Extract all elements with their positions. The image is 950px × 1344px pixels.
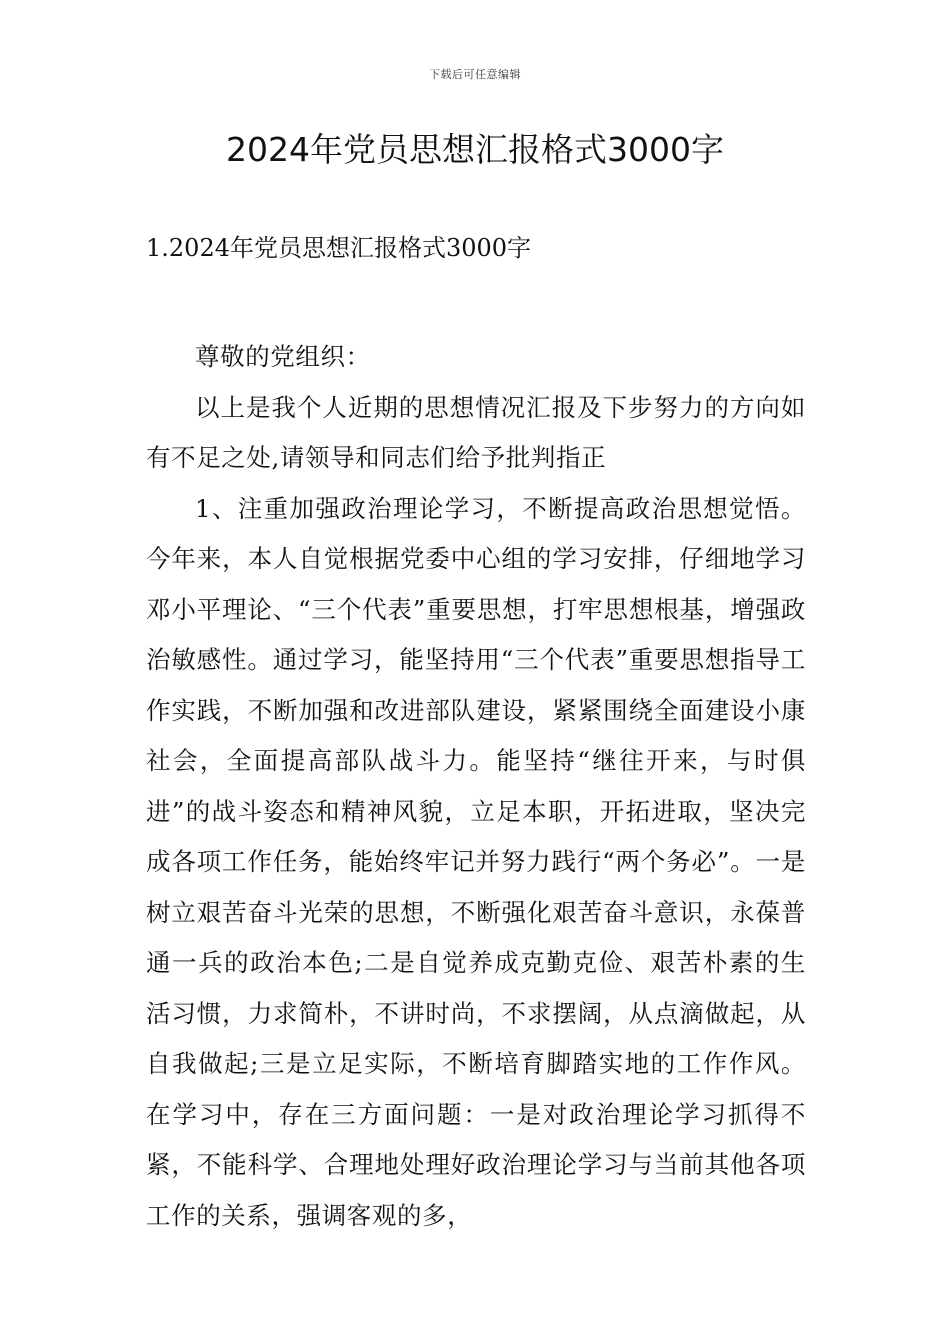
paragraph-closing-note: 以上是我个人近期的思想情况汇报及下步努力的方向如有不足之处,请领导和同志们给予批判指正 [146,392,806,472]
header-note: 下载后可任意编辑 [429,68,521,81]
salutation: 尊敬的党组织： [195,342,371,371]
document-title: 2024年党员思想汇报格式3000字 [226,130,724,169]
paragraph-political-study: 1、注重加强政治理论学习，不断提高政治思想觉悟。今年来，本人自觉根据党委中心组的学习安排，仔细地学习邓小平理论、“三个代表”重要思想，打牢思想根基，增强政治敏感性。通过学习，能坚持用“三个代表”重要思想指导工作实践，不断加强和改进部队建设，紧紧围绕全面建设小康社会，全面提高部队战斗力。能坚持“继往开来，与时俱进”的战斗姿态和精神风貌，立足本职，开拓进取，坚决完成各项工作任务，能始终牢记并努力践行“两个务必”。一是树立艰苦奋斗光荣的思想，不断强化艰苦奋斗意识，永葆普通一兵的政治本色;二是自觉养成克勤克俭、艰苦朴素的生活习惯，力求简朴，不讲时尚，不求摆阔，从点滴做起，从自我做起;三是立足实际，不断培育脚踏实地的工作作风。在学习中，存在三方面问题：一是对政治理论学习抓得不紧，不能科学、合理地处理好政治理论学习与当前其他各项工作的关系，强调客观的多， [146,493,806,1230]
section-heading: 1.2024年党员思想汇报格式3000字 [146,234,532,262]
document-body [146,332,806,1241]
